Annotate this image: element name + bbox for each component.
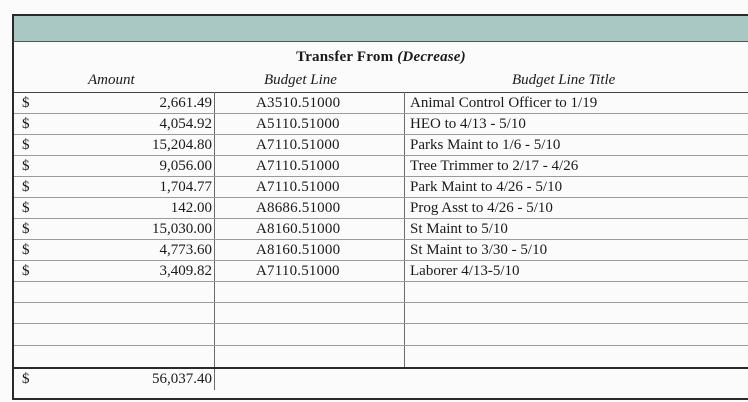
grid-line bbox=[14, 345, 748, 346]
budget-line-cell: A8160.51000 bbox=[256, 242, 341, 258]
amount-cell: 15,030.00 bbox=[152, 221, 212, 237]
table-row bbox=[14, 198, 748, 219]
amount-cell: 4,773.60 bbox=[159, 242, 212, 258]
amount-cell: 2,661.49 bbox=[159, 95, 212, 111]
currency-cell: $ bbox=[22, 263, 30, 279]
table-row bbox=[14, 177, 748, 198]
budget-line-cell: A7110.51000 bbox=[256, 263, 340, 279]
section-title-paren: (Decrease) bbox=[397, 49, 466, 65]
grid-line bbox=[14, 302, 748, 303]
grid-line bbox=[14, 323, 748, 324]
budget-line-cell: A8686.51000 bbox=[256, 200, 341, 216]
section-title-main: Transfer From bbox=[296, 49, 394, 65]
table-row bbox=[14, 156, 748, 177]
budget-line-title-cell: Laborer 4/13-5/10 bbox=[410, 263, 520, 279]
currency-cell: $ bbox=[22, 158, 30, 174]
table-row bbox=[14, 240, 748, 261]
currency-cell: $ bbox=[22, 137, 30, 153]
table-row bbox=[14, 219, 748, 240]
budget-line-cell: A7110.51000 bbox=[256, 179, 340, 195]
currency-cell: $ bbox=[22, 200, 30, 216]
budget-line-title-cell: Tree Trimmer to 2/17 - 4/26 bbox=[410, 158, 579, 174]
budget-line-cell: A7110.51000 bbox=[256, 137, 340, 153]
header-budget-line-title: Budget Line Title bbox=[512, 72, 616, 88]
currency-cell: $ bbox=[22, 116, 30, 132]
amount-cell: 3,409.82 bbox=[159, 263, 212, 279]
header-budget-line: Budget Line bbox=[264, 72, 337, 88]
total-amount: 56,037.40 bbox=[152, 371, 212, 387]
currency-cell: $ bbox=[22, 179, 30, 195]
currency-cell: $ bbox=[22, 221, 30, 237]
budget-line-title-cell: St Maint to 5/10 bbox=[410, 221, 508, 237]
header-amount: Amount bbox=[88, 72, 135, 88]
budget-line-title-cell: Animal Control Officer to 1/19 bbox=[410, 95, 598, 111]
budget-line-cell: A3510.51000 bbox=[256, 95, 341, 111]
table-row bbox=[14, 114, 748, 135]
currency-cell: $ bbox=[22, 95, 30, 111]
section-title bbox=[14, 49, 748, 66]
amount-cell: 15,204.80 bbox=[152, 137, 212, 153]
budget-line-title-cell: St Maint to 3/30 - 5/10 bbox=[410, 242, 548, 258]
amount-cell: 1,704.77 bbox=[159, 179, 212, 195]
budget-line-title-cell: HEO to 4/13 - 5/10 bbox=[410, 116, 526, 132]
budget-line-title-cell: Parks Maint to 1/6 - 5/10 bbox=[410, 137, 561, 153]
header-band bbox=[12, 14, 748, 42]
table-row bbox=[14, 93, 748, 114]
budget-line-cell: A8160.51000 bbox=[256, 221, 341, 237]
budget-line-cell: A5110.51000 bbox=[256, 116, 340, 132]
budget-line-cell: A7110.51000 bbox=[256, 158, 340, 174]
budget-line-title-cell: Park Maint to 4/26 - 5/10 bbox=[410, 179, 563, 195]
table-row bbox=[14, 261, 748, 282]
amount-cell: 4,054.92 bbox=[159, 116, 212, 132]
amount-cell: 9,056.00 bbox=[159, 158, 212, 174]
currency-cell: $ bbox=[22, 242, 30, 258]
amount-cell: 142.00 bbox=[170, 200, 212, 216]
budget-line-title-cell: Prog Asst to 4/26 - 5/10 bbox=[410, 200, 553, 216]
transfer-from-table bbox=[12, 42, 748, 400]
total-row bbox=[14, 368, 748, 390]
total-currency: $ bbox=[22, 371, 30, 387]
table-row bbox=[14, 135, 748, 156]
